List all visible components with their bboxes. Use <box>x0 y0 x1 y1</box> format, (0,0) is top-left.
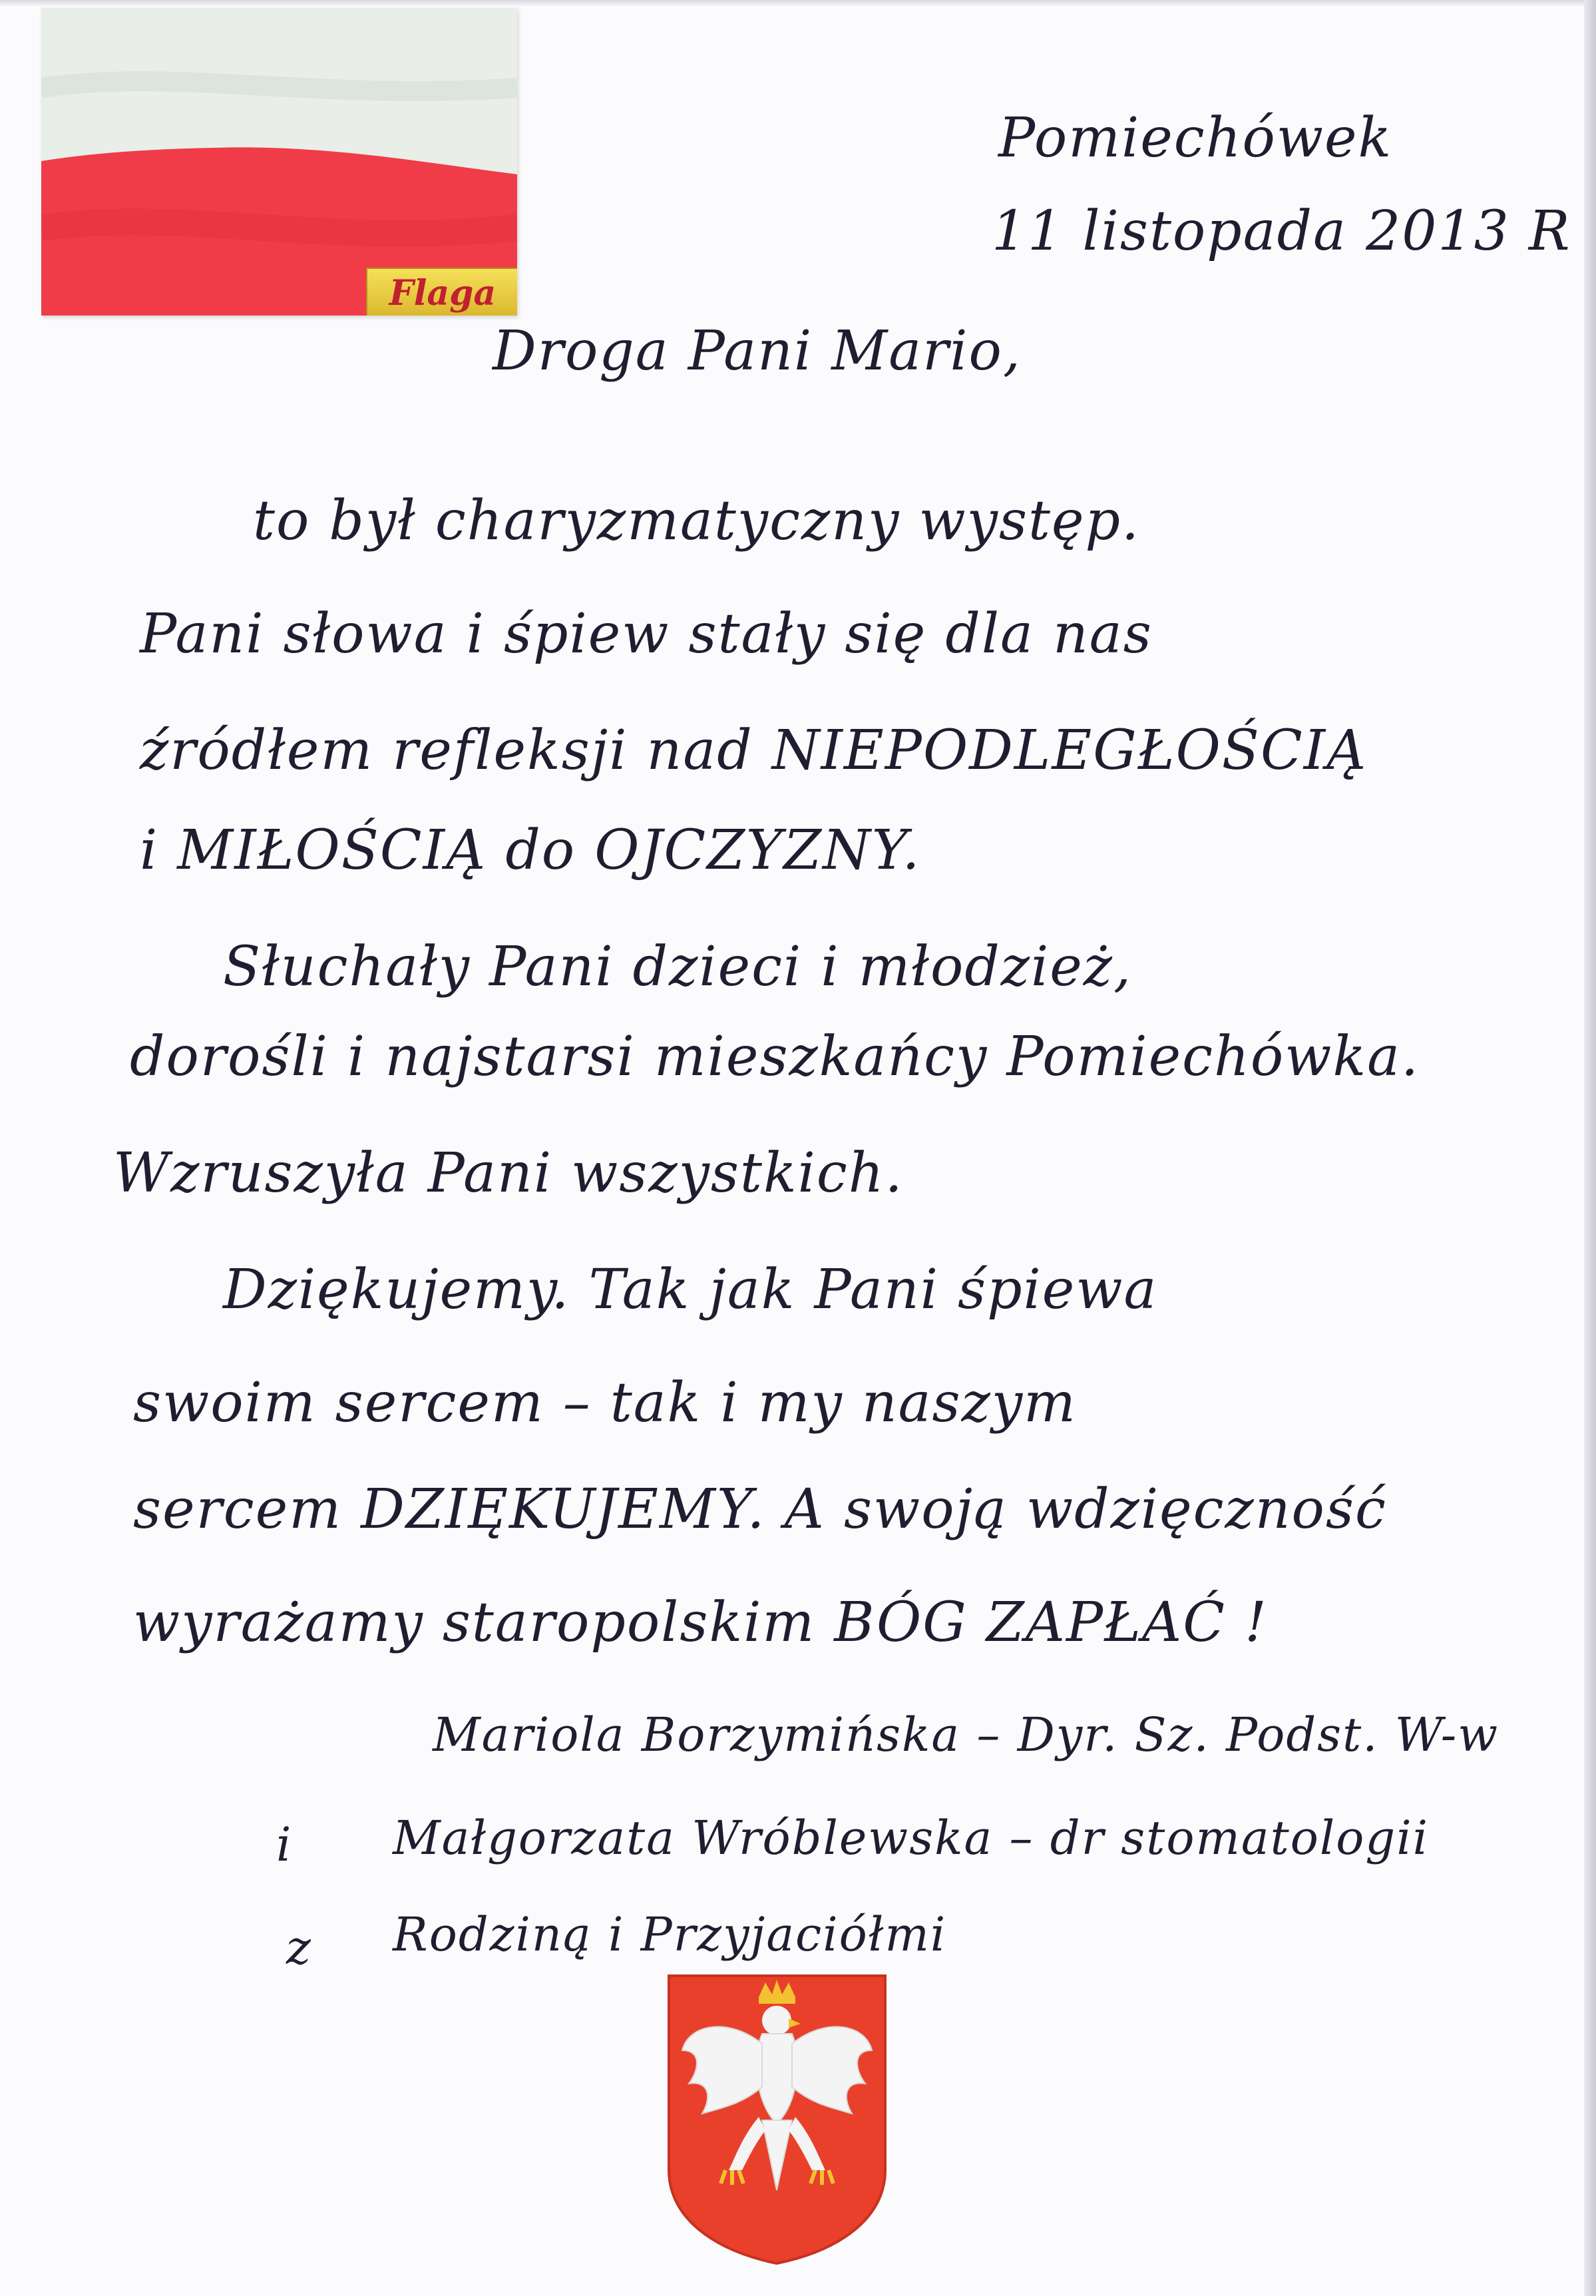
signature-2: Małgorzata Wróblewska – dr stomatologii <box>393 1811 1429 1865</box>
signature-1: Mariola Borzymińska – Dyr. Sz. Podst. W-w <box>433 1708 1499 1762</box>
signature-3: Rodziną i Przyjaciółmi <box>393 1907 947 1962</box>
page-edge <box>0 0 1596 7</box>
place-name: Pomiechówek <box>998 107 1393 170</box>
letter-line-7: Wzruszyła Pani wszystkich. <box>113 1142 904 1205</box>
signature-3-prefix: z <box>286 1921 312 1975</box>
letter-line-4: i MIŁOŚCIĄ do OJCZYZNY. <box>140 819 921 882</box>
letter-line-6: dorośli i najstarsi mieszkańcy Pomiechówka. <box>130 1025 1420 1088</box>
letter-line-10: sercem DZIĘKUJEMY. A swoją wdzięczność <box>133 1478 1387 1541</box>
polish-white-eagle-emblem-icon <box>662 1970 892 2267</box>
letter-line-9: swoim sercem – tak i my naszym <box>133 1371 1077 1435</box>
letter-line-2: Pani słowa i śpiew stały się dla nas <box>140 602 1153 666</box>
letter-line-1: to był charyzmatyczny występ. <box>253 489 1141 553</box>
letter-date: 11 listopada 2013 R <box>992 200 1571 263</box>
salutation: Droga Pani Mario, <box>493 320 1022 383</box>
letter-line-8: Dziękujemy. Tak jak Pani śpiewa <box>223 1258 1158 1321</box>
polish-flag-icon <box>41 8 517 316</box>
page-edge-shadow <box>1584 0 1596 2296</box>
flag-label: Flaga <box>366 268 517 316</box>
letter-line-5: Słuchały Pani dzieci i młodzież, <box>223 935 1133 999</box>
letter-line-3: źródłem refleksji nad NIEPODLEGŁOŚCIĄ <box>140 719 1368 782</box>
letter-line-11: wyrażamy staropolskim BÓG ZAPŁAĆ ! <box>133 1591 1268 1654</box>
signature-2-prefix: i <box>276 1817 293 1872</box>
